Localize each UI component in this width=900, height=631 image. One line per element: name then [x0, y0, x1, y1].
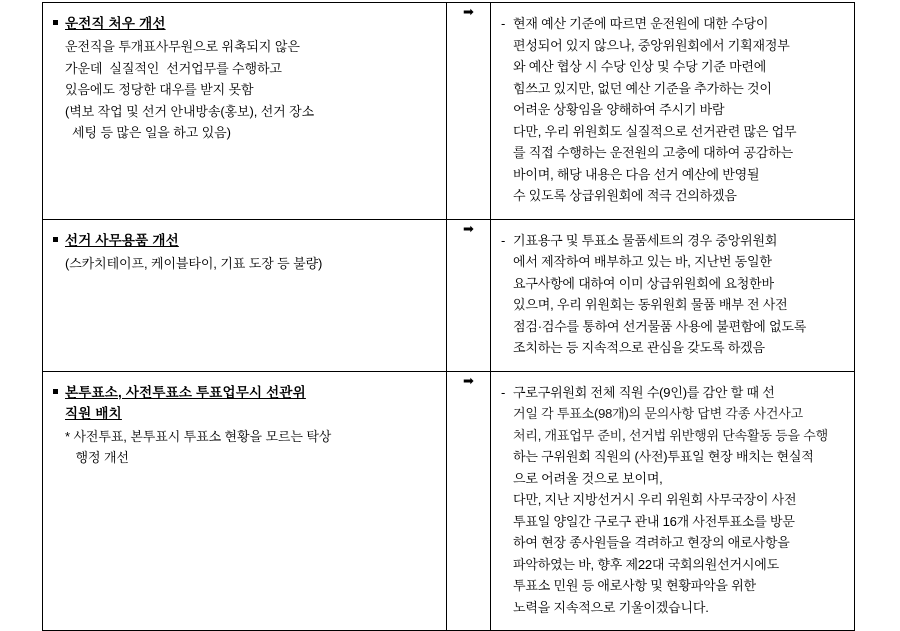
- arrow-right-icon: ➡: [463, 5, 474, 20]
- row-3-response-line: 처리, 개표업무 준비, 선거법 위반행위 단속활동 등을 수행: [513, 427, 828, 443]
- row-3-response-line: 구로구위원회 전체 직원 수(9인)를 감안 할 때 선: [513, 384, 775, 400]
- row-2-request-line: (스카치테이프, 케이블타이, 기표 도장 등 불량): [65, 255, 323, 271]
- table-row: [43, 3, 855, 220]
- square-bullet-icon: [53, 389, 58, 394]
- row-2-heading-row: [53, 230, 438, 251]
- row-3-response-paragraph: [501, 382, 844, 490]
- row-1-response-line: 어려운 상황임을 양해하여 주시기 바람: [513, 102, 725, 117]
- row-3-response-line: 투표소 민원 등 애로사항 및 현황파악을 위한: [513, 578, 756, 593]
- row-1-response-line: 와 예산 협상 시 수당 인상 및 수당 기준 마련에: [513, 59, 767, 74]
- row-1-heading-row: [53, 13, 438, 34]
- row-3-heading-row: [53, 382, 438, 403]
- row-2-response-line: 요구사항에 대하여 이미 상급위원회에 요청한바: [513, 275, 774, 291]
- row-1-heading: 운전직 처우 개선: [65, 16, 166, 31]
- row-1-response-cell: [491, 3, 855, 220]
- row-1-request-body: [65, 36, 438, 144]
- arrow-right-icon: ➡: [463, 221, 474, 237]
- dash-marker: -: [501, 16, 506, 31]
- row-2-response-line: 조치하는 등 지속적으로 관심을 갖도록 하겠음: [513, 340, 765, 355]
- row-3-response-line: 노력을 지속적으로 기울이겠습니다.: [513, 599, 709, 615]
- row-3-request-body: [65, 426, 438, 469]
- row-3-response-cell: [491, 371, 855, 631]
- row-2-response-paragraph: [501, 230, 844, 359]
- row-3-request-line: 행정 개선: [65, 450, 129, 465]
- arrow-right-icon: ➡: [463, 373, 474, 389]
- requests-responses-table: [42, 2, 855, 631]
- row-2-response-line: 에서 제작하여 배부하고 있는 바, 지난번 동일한: [513, 254, 772, 269]
- row-2-response-cell: [491, 219, 855, 371]
- row-3-heading: 본투표소, 사전투표소 투표업무시 선관위: [65, 384, 306, 400]
- table-row: [43, 219, 855, 371]
- row-1-response-line: 현재 예산 기준에 따르면 운전원에 대한 수당이: [513, 16, 769, 31]
- row-2-arrow-cell: [447, 219, 491, 371]
- row-1-response-line: 수 있도록 상급위원회에 적극 건의하겠음: [513, 188, 737, 203]
- row-3-response-paragraph: [501, 489, 844, 618]
- row-3-request-line: * 사전투표, 본투표시 투표소 현황을 모르는 탁상: [65, 428, 332, 444]
- document-page: [0, 2, 900, 618]
- table-row: [43, 371, 855, 631]
- row-3-response-line: 하는 구위원회 직원의 (사전)투표일 현장 배치는 현실적: [513, 449, 814, 464]
- row-1-response-line: 다만, 우리 위원회도 실질적으로 선거관련 많은 업무: [513, 123, 797, 139]
- row-3-response-line: 거일 각 투표소(98개)의 문의사항 답변 각종 사건사고: [513, 406, 803, 421]
- row-1-request-line: 운전직을 투개표사무원으로 위촉되지 않은: [65, 39, 300, 54]
- row-1-request-line: 세팅 등 많은 일을 하고 있음): [65, 125, 231, 140]
- dash-marker: -: [501, 384, 506, 400]
- row-1-response-line: 를 직접 수행하는 운전원의 고충에 대하여 공감하는: [513, 145, 793, 160]
- row-1-request-cell: [43, 3, 447, 220]
- row-3-response-line: 파악하였는 바, 향후 제22대 국회의원선거시에도: [513, 556, 779, 572]
- dash-marker: -: [501, 232, 506, 248]
- row-1-response-line: 편성되어 있지 않으나, 중앙위원회에서 기획재정부: [513, 37, 790, 53]
- row-2-request-cell: [43, 219, 447, 371]
- row-3-response-line: 하여 현장 종사원들을 격려하고 현장의 애로사항을: [513, 535, 790, 550]
- row-3-response-line: 투표일 양일간 구로구 관내 16개 사전투표소를 방문: [513, 513, 795, 529]
- row-1-response-paragraph: [501, 121, 844, 207]
- row-3-heading-second-line: 직원 배치: [65, 405, 122, 421]
- row-3-response-line: 으로 어려울 것으로 보이며,: [513, 470, 663, 486]
- row-3-arrow-cell: [447, 371, 491, 631]
- square-bullet-icon: [53, 20, 58, 25]
- row-3-request-cell: [43, 371, 447, 631]
- row-1-response-line: 바이며, 해당 내용은 다음 선거 예산에 반영될: [513, 166, 760, 182]
- row-2-heading: 선거 사무용품 개선: [65, 232, 179, 248]
- row-2-response-line: 있으며, 우리 위원회는 동위원회 물품 배부 전 사전: [513, 297, 788, 312]
- row-2-request-body: [65, 253, 438, 275]
- row-1-request-line: 있음에도 정당한 대우를 받지 못함: [65, 82, 254, 97]
- row-2-response-line: 점검·검수를 통하여 선거물품 사용에 불편함에 없도록: [513, 318, 807, 334]
- row-3-response-line: 다만, 지난 지방선거시 우리 위원회 사무국장이 사전: [513, 492, 797, 507]
- row-1-response-paragraph: [501, 13, 844, 121]
- row-1-response-line: 힘쓰고 있지만, 없던 예산 기준을 추가하는 것이: [513, 80, 772, 96]
- row-1-request-line: (벽보 작업 및 선거 안내방송(홍보), 선거 장소: [65, 103, 315, 119]
- row-2-response-line: 기표용구 및 투표소 물품세트의 경우 중앙위원회: [513, 232, 778, 248]
- row-1-request-line: 가운데 실질적인 선거업무를 수행하고: [65, 60, 282, 76]
- square-bullet-icon: [53, 237, 58, 242]
- row-1-arrow-cell: [447, 3, 491, 220]
